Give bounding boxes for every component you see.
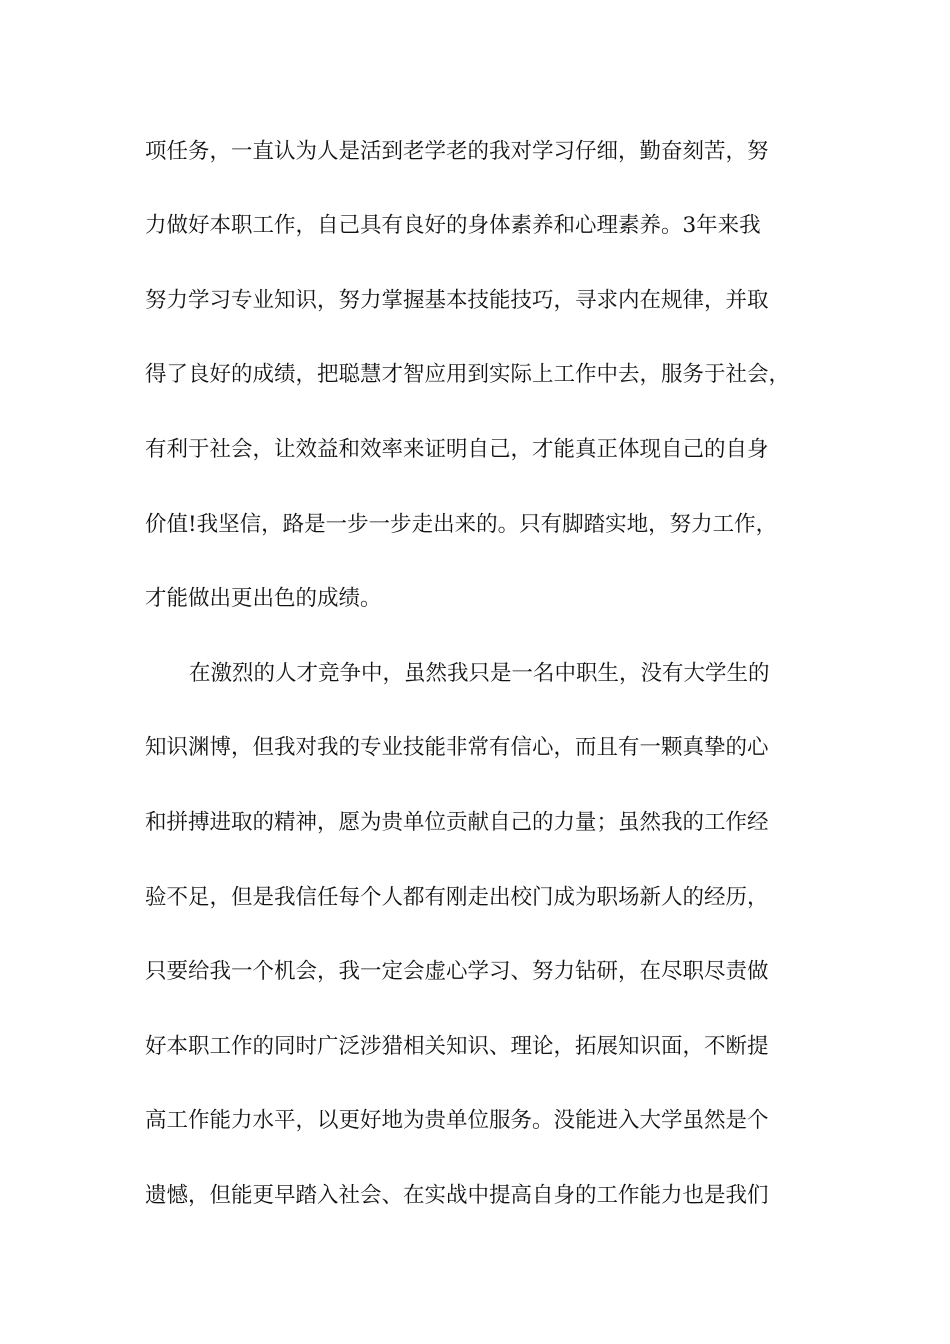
body-text-line: 遗憾，但能更早踏入社会、在实战中提高自身的工作能力也是我们 bbox=[145, 1183, 769, 1208]
body-text-line: 高工作能力水平，以更好地为贵单位服务。没能进入大学虽然是个 bbox=[145, 1108, 769, 1133]
body-text-line: 得了良好的成绩，把聪慧才智应用到实际上工作中去，服务于社会， bbox=[145, 362, 791, 387]
body-text-line: 只要给我一个机会，我一定会虚心学习、努力钻研，在尽职尽责做 bbox=[145, 959, 769, 984]
body-text-line: 和拼搏进取的精神，愿为贵单位贡献自己的力量；虽然我的工作经 bbox=[145, 810, 769, 835]
paragraph-first-line: 在激烈的人才竞争中，虽然我只是一名中职生，没有大学生的 bbox=[189, 661, 770, 686]
body-text-line: 项任务，一直认为人是活到老学老的我对学习仔细，勤奋刻苦，努 bbox=[145, 139, 769, 164]
body-text-line: 验不足，但是我信任每个人都有刚走出校门成为职场新人的经历， bbox=[145, 885, 769, 910]
body-text-line: 才能做出更出色的成绩。 bbox=[145, 586, 382, 611]
body-text-line: 知识渊博，但我对我的专业技能非常有信心，而且有一颗真挚的心 bbox=[145, 735, 769, 760]
body-text-line: 价值!我坚信，路是一步一步走出来的。只有脚踏实地，努力工作， bbox=[145, 512, 778, 537]
body-text-line: 力做好本职工作，自己具有良好的身体素养和心理素养。3年来我 bbox=[145, 213, 761, 238]
body-text-line: 努力学习专业知识，努力掌握基本技能技巧，寻求内在规律，并取 bbox=[145, 288, 769, 313]
body-text-line: 好本职工作的同时广泛涉猎相关知识、理论，拓展知识面，不断提 bbox=[145, 1034, 769, 1059]
body-text-line: 有利于社会，让效益和效率来证明自己，才能真正体现自己的自身 bbox=[145, 437, 769, 462]
